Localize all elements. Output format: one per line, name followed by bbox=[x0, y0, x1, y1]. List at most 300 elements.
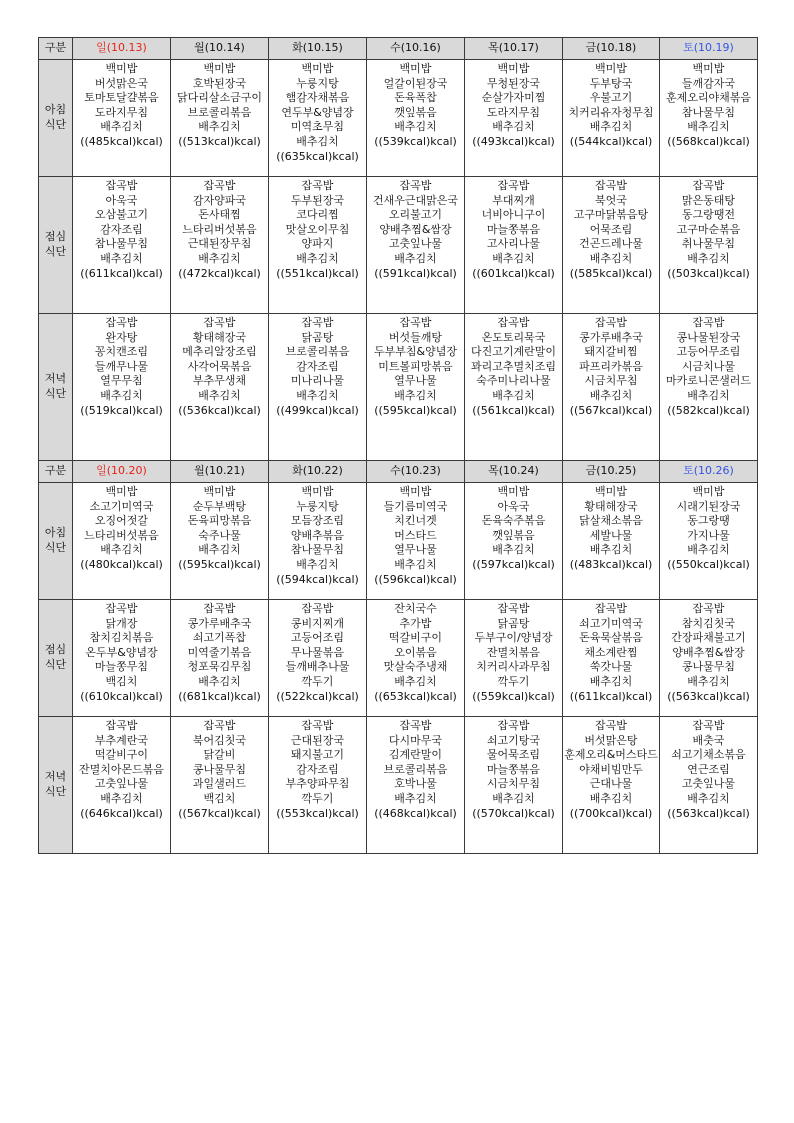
menu-item: 백미밥 bbox=[399, 62, 432, 75]
menu-item: 백미밥 bbox=[203, 485, 236, 498]
menu-item: 잡곡밥 bbox=[595, 316, 627, 329]
menu-item: 토마토달걀볶음 bbox=[84, 91, 159, 105]
dinner-label bbox=[39, 314, 73, 461]
calorie-text: ((480kcal)kcal) bbox=[80, 557, 163, 571]
menu-item: 김계란말이 bbox=[388, 748, 443, 762]
calorie-text: ((485kcal)kcal) bbox=[80, 134, 163, 148]
lunch-label bbox=[39, 600, 73, 717]
menu-item: 브로콜리볶음 bbox=[383, 762, 448, 776]
calorie-text: ((536kcal)kcal) bbox=[178, 403, 261, 417]
menu-item: 배추김치 bbox=[589, 674, 633, 688]
menu-cell bbox=[269, 483, 367, 600]
meal-label-line: 식단 bbox=[44, 387, 67, 400]
menu-item: 쇠고기미역국 bbox=[579, 616, 643, 630]
calorie-text: ((611kcal)kcal) bbox=[80, 266, 163, 280]
menu-item: 백미밥 bbox=[301, 62, 334, 75]
menu-item: 배추김치 bbox=[589, 791, 633, 805]
menu-item: 참나물무침 bbox=[681, 105, 736, 119]
menu-item: 잡곡밥 bbox=[399, 316, 432, 329]
menu-item: 어묵조림 bbox=[589, 222, 633, 236]
day-header bbox=[660, 461, 758, 483]
menu-item: 콩나물된장국 bbox=[676, 330, 741, 344]
menu-item: 물어묵조림 bbox=[486, 748, 541, 762]
menu-item: 청포묵김무침 bbox=[187, 660, 252, 674]
calorie-text: ((611kcal)kcal) bbox=[569, 689, 653, 703]
menu-item: 오삼불고기 bbox=[94, 208, 149, 222]
menu-item: 잡곡밥 bbox=[301, 602, 334, 615]
menu-item: 깻잎볶음 bbox=[492, 528, 535, 542]
menu-item: 도라지무침 bbox=[486, 105, 541, 119]
day-label: 화(10.22) bbox=[292, 464, 343, 478]
menu-item: 맛살숙주냉채 bbox=[383, 660, 448, 674]
menu-table-body bbox=[39, 38, 758, 854]
menu-cell bbox=[660, 717, 758, 854]
menu-cell bbox=[563, 60, 660, 177]
menu-item: 부추계란국 bbox=[94, 733, 149, 747]
menu-cell bbox=[563, 314, 660, 461]
menu-item: 백미밥 bbox=[692, 62, 725, 75]
day-label: 월(10.21) bbox=[194, 464, 245, 478]
menu-item: 배추김치 bbox=[296, 134, 339, 148]
menu-cell bbox=[367, 177, 465, 314]
menu-item: 감자조림 bbox=[100, 222, 143, 236]
menu-item: 열무나물 bbox=[394, 543, 437, 557]
menu-item: 근대된장국 bbox=[290, 733, 345, 747]
calorie-text: ((568kcal)kcal) bbox=[667, 134, 750, 148]
calorie-text: ((559kcal)kcal) bbox=[472, 689, 555, 703]
calorie-text: ((522kcal)kcal) bbox=[276, 689, 359, 703]
menu-item: 느타리버섯볶음 bbox=[182, 222, 257, 236]
meal-label-line: 식단 bbox=[44, 658, 67, 671]
day-header bbox=[269, 38, 367, 60]
menu-item: 잔치국수 bbox=[394, 602, 437, 615]
menu-item: 고춧잎나물 bbox=[681, 777, 736, 791]
menu-item: 잡곡밥 bbox=[203, 179, 236, 192]
calorie-text: ((595kcal)kcal) bbox=[178, 557, 261, 571]
menu-item: 미나리나물 bbox=[290, 374, 345, 388]
menu-cell bbox=[563, 483, 660, 600]
menu-item: 숙주나물 bbox=[198, 528, 241, 542]
menu-item: 잡곡밥 bbox=[105, 316, 138, 329]
menu-cell bbox=[465, 600, 563, 717]
menu-item: 감자양파국 bbox=[192, 193, 247, 207]
menu-item: 잡곡밥 bbox=[203, 316, 236, 329]
menu-item: 오리불고기 bbox=[388, 208, 443, 222]
weekly-menu-table bbox=[38, 37, 758, 854]
calorie-text: ((499kcal)kcal) bbox=[276, 403, 359, 417]
menu-item: 닭개장 bbox=[105, 616, 138, 630]
menu-cell bbox=[367, 314, 465, 461]
menu-item: 온도토리묵국 bbox=[481, 330, 546, 344]
menu-item: 백미밥 bbox=[497, 485, 530, 498]
day-header bbox=[171, 38, 269, 60]
day-label: 금(10.25) bbox=[585, 464, 637, 478]
menu-cell bbox=[171, 717, 269, 854]
week-header-row bbox=[39, 461, 758, 483]
menu-item: 백김치 bbox=[203, 791, 236, 805]
menu-item: 돈육묵살볶음 bbox=[579, 631, 643, 645]
menu-item: 돼지불고기 bbox=[290, 748, 345, 762]
menu-item: 들깨배추나물 bbox=[285, 660, 350, 674]
menu-item: 쇠고기채소볶음 bbox=[671, 748, 746, 762]
menu-item: 모듬장조림 bbox=[290, 514, 345, 528]
menu-item: 훈제오리야채볶음 bbox=[665, 91, 751, 105]
menu-item: 배추김치 bbox=[589, 120, 633, 134]
menu-item: 백김치 bbox=[105, 674, 138, 688]
menu-item: 머스타드 bbox=[394, 528, 437, 542]
menu-item: 호박된장국 bbox=[192, 76, 247, 90]
menu-item: 백미밥 bbox=[301, 485, 334, 498]
menu-cell bbox=[367, 717, 465, 854]
menu-item: 연근조림 bbox=[687, 762, 730, 776]
menu-item: 참치김칫국 bbox=[681, 616, 736, 630]
menu-item: 배추김치 bbox=[589, 388, 633, 402]
menu-item: 얼갈이된장국 bbox=[383, 76, 448, 90]
menu-item: 채소계란찜 bbox=[584, 645, 638, 659]
menu-item: 백미밥 bbox=[692, 485, 725, 498]
calorie-text: ((570kcal)kcal) bbox=[472, 806, 555, 820]
menu-item: 브로콜리볶음 bbox=[187, 105, 252, 119]
menu-item: 마카로니콘샐러드 bbox=[665, 374, 751, 388]
menu-item: 배추김치 bbox=[394, 388, 437, 402]
calorie-text: ((468kcal)kcal) bbox=[374, 806, 457, 820]
menu-item: 배추김치 bbox=[100, 543, 143, 557]
menu-item: 무나물볶음 bbox=[290, 645, 345, 659]
menu-item: 추가밥 bbox=[399, 616, 432, 630]
menu-item: 깻잎볶음 bbox=[394, 105, 437, 119]
calorie-text: ((653kcal)kcal) bbox=[374, 689, 457, 703]
menu-item: 배추김치 bbox=[492, 791, 535, 805]
menu-cell bbox=[171, 314, 269, 461]
menu-item: 과일샐러드 bbox=[192, 777, 247, 791]
menu-item: 완자탕 bbox=[105, 330, 138, 344]
menu-item: 배추김치 bbox=[492, 120, 535, 134]
menu-item: 배추김치 bbox=[589, 251, 633, 265]
menu-item: 쑥갓나물 bbox=[589, 660, 633, 674]
menu-cell bbox=[171, 177, 269, 314]
calorie-text: ((635kcal)kcal) bbox=[276, 149, 359, 163]
calorie-text: ((544kcal)kcal) bbox=[569, 134, 653, 148]
menu-item: 닭곰탕 bbox=[301, 330, 334, 344]
menu-cell bbox=[660, 600, 758, 717]
menu-item: 잡곡밥 bbox=[399, 179, 432, 192]
calorie-text: ((503kcal)kcal) bbox=[667, 266, 750, 280]
menu-item: 잡곡밥 bbox=[399, 719, 432, 732]
breakfast-label bbox=[39, 60, 73, 177]
menu-item: 감자조림 bbox=[296, 762, 339, 776]
menu-item: 맑은동태탕 bbox=[681, 193, 736, 207]
calorie-text: ((601kcal)kcal) bbox=[472, 266, 555, 280]
menu-item: 들깨무나물 bbox=[94, 359, 149, 373]
menu-item: 훈제오리&머스타드 bbox=[564, 748, 658, 762]
menu-item: 동그랑땡 bbox=[687, 514, 730, 528]
breakfast-row bbox=[39, 60, 758, 177]
day-label: 금(10.18) bbox=[585, 41, 637, 55]
menu-item: 잡곡밥 bbox=[692, 179, 725, 192]
menu-item: 느타리버섯볶음 bbox=[84, 528, 159, 542]
menu-item: 배추김치 bbox=[296, 388, 339, 402]
menu-item: 고구마순볶음 bbox=[676, 222, 741, 236]
menu-item: 호박나물 bbox=[394, 777, 437, 791]
menu-cell bbox=[465, 60, 563, 177]
menu-cell bbox=[367, 600, 465, 717]
breakfast-row bbox=[39, 483, 758, 600]
menu-item: 부추무생채 bbox=[192, 374, 247, 388]
menu-cell bbox=[660, 177, 758, 314]
menu-cell bbox=[73, 600, 171, 717]
menu-cell bbox=[660, 60, 758, 177]
menu-item: 너비아니구이 bbox=[481, 208, 546, 222]
menu-cell bbox=[73, 483, 171, 600]
calorie-text: ((594kcal)kcal) bbox=[276, 572, 359, 586]
day-label: 일(10.20) bbox=[96, 464, 147, 478]
menu-item: 파프리카볶음 bbox=[579, 359, 643, 373]
meal-label-line: 점심 bbox=[44, 643, 67, 657]
meal-label-line: 저녁 bbox=[44, 770, 67, 784]
menu-item: 돼지갈비찜 bbox=[584, 345, 638, 359]
menu-item: 쇠고기폭찹 bbox=[192, 631, 247, 645]
day-header bbox=[660, 38, 758, 60]
menu-item: 두부된장국 bbox=[290, 193, 345, 207]
menu-item: 버섯맑은국 bbox=[94, 76, 149, 90]
meal-label-line: 식단 bbox=[44, 541, 67, 554]
menu-item: 꽁치캔조림 bbox=[94, 345, 149, 359]
menu-item: 열무무침 bbox=[100, 374, 143, 388]
calorie-text: ((561kcal)kcal) bbox=[472, 403, 555, 417]
day-label: 토(10.19) bbox=[683, 41, 734, 55]
menu-item: 배추김치 bbox=[687, 251, 730, 265]
menu-item: 배추김치 bbox=[492, 388, 535, 402]
menu-item: 돈사태찜 bbox=[198, 208, 241, 222]
menu-item: 돈육숙주볶음 bbox=[481, 514, 546, 528]
menu-cell bbox=[563, 600, 660, 717]
menu-item: 닭곰탕 bbox=[497, 616, 530, 630]
menu-item: 시금치무침 bbox=[584, 374, 638, 388]
day-label: 월(10.14) bbox=[194, 41, 245, 55]
day-label: 수(10.16) bbox=[390, 41, 441, 55]
calorie-text: ((550kcal)kcal) bbox=[667, 557, 750, 571]
menu-cell bbox=[465, 314, 563, 461]
menu-item: 양파지 bbox=[301, 237, 334, 251]
menu-item: 배추김치 bbox=[492, 251, 535, 265]
menu-item: 닭갈비 bbox=[203, 748, 236, 762]
menu-cell bbox=[73, 717, 171, 854]
calorie-text: ((597kcal)kcal) bbox=[472, 557, 555, 571]
menu-item: 북엇국 bbox=[595, 193, 627, 207]
calorie-text: ((551kcal)kcal) bbox=[276, 266, 359, 280]
menu-item: 순살가자미찜 bbox=[481, 91, 546, 105]
menu-item: 양배추볶음 bbox=[290, 528, 345, 542]
menu-item: 잡곡밥 bbox=[105, 602, 138, 615]
menu-item: 잡곡밥 bbox=[203, 719, 236, 732]
lunch-label bbox=[39, 177, 73, 314]
menu-cell bbox=[563, 177, 660, 314]
menu-item: 마늘쫑볶음 bbox=[486, 222, 541, 236]
calorie-text: ((553kcal)kcal) bbox=[276, 806, 359, 820]
menu-item: 배추김치 bbox=[100, 120, 143, 134]
menu-item: 잔멸치아몬드볶음 bbox=[78, 762, 164, 776]
menu-item: 잡곡밥 bbox=[595, 179, 627, 192]
menu-item: 닭다리살소금구이 bbox=[176, 91, 262, 105]
dinner-row bbox=[39, 717, 758, 854]
calorie-text: ((582kcal)kcal) bbox=[667, 403, 750, 417]
menu-cell bbox=[465, 717, 563, 854]
menu-item: 배추김치 bbox=[394, 120, 437, 134]
menu-item: 북어김칫국 bbox=[192, 733, 247, 747]
menu-item: 메추리알장조림 bbox=[182, 345, 257, 359]
menu-item: 배추김치 bbox=[198, 120, 241, 134]
menu-item: 잡곡밥 bbox=[105, 719, 138, 732]
menu-cell bbox=[171, 60, 269, 177]
menu-item: 잡곡밥 bbox=[692, 316, 725, 329]
menu-item: 취나물무침 bbox=[681, 237, 736, 251]
calorie-text: ((646kcal)kcal) bbox=[80, 806, 163, 820]
menu-cell bbox=[465, 483, 563, 600]
menu-cell bbox=[563, 717, 660, 854]
menu-item: 백미밥 bbox=[105, 62, 138, 75]
menu-item: 브로콜리볶음 bbox=[285, 345, 350, 359]
menu-item: 들기름미역국 bbox=[383, 499, 448, 513]
menu-cell bbox=[73, 60, 171, 177]
calorie-text: ((472kcal)kcal) bbox=[178, 266, 261, 280]
menu-item: 잡곡밥 bbox=[692, 719, 725, 732]
calorie-text: ((493kcal)kcal) bbox=[472, 134, 555, 148]
menu-item: 떡갈비구이 bbox=[388, 631, 443, 645]
menu-item: 부추양파무침 bbox=[285, 777, 350, 791]
meal-label-line: 식단 bbox=[44, 785, 67, 798]
menu-item: 소고기미역국 bbox=[89, 499, 154, 513]
menu-item: 양배추찜&쌈장 bbox=[379, 222, 452, 236]
meal-label-line: 아침 bbox=[44, 526, 67, 540]
menu-item: 잡곡밥 bbox=[595, 719, 627, 732]
menu-cell bbox=[269, 314, 367, 461]
day-label: 화(10.15) bbox=[292, 41, 343, 55]
menu-cell bbox=[367, 483, 465, 600]
menu-item: 아욱국 bbox=[497, 499, 530, 513]
menu-item: 참나물무침 bbox=[290, 543, 345, 557]
menu-item: 잡곡밥 bbox=[497, 719, 530, 732]
menu-item: 배추김치 bbox=[394, 791, 437, 805]
menu-item: 백미밥 bbox=[203, 62, 236, 75]
menu-item: 고춧잎나물 bbox=[388, 237, 443, 251]
menu-item: 잡곡밥 bbox=[595, 602, 627, 615]
week-header-row bbox=[39, 38, 758, 60]
calorie-text: ((513kcal)kcal) bbox=[178, 134, 261, 148]
menu-item: 도라지무침 bbox=[94, 105, 149, 119]
menu-item: 배추김치 bbox=[198, 251, 241, 265]
menu-item: 치커리사과무침 bbox=[476, 660, 551, 674]
menu-item: 치킨너겟 bbox=[394, 514, 437, 528]
menu-item: 배추김치 bbox=[394, 251, 437, 265]
calorie-text: ((563kcal)kcal) bbox=[667, 806, 750, 820]
menu-cell bbox=[171, 483, 269, 600]
menu-item: 시금치나물 bbox=[681, 359, 736, 373]
menu-item: 쇠고기탕국 bbox=[486, 733, 541, 747]
day-header bbox=[465, 38, 563, 60]
menu-item: 배추김치 bbox=[687, 543, 730, 557]
menu-cell bbox=[269, 600, 367, 717]
menu-item: 잡곡밥 bbox=[301, 179, 334, 192]
menu-item: 양배추찜&쌈장 bbox=[672, 645, 745, 659]
menu-item: 건새우근대맑은국 bbox=[372, 193, 458, 207]
menu-cell bbox=[73, 177, 171, 314]
menu-item: 근대나물 bbox=[589, 777, 633, 791]
menu-item: 배추김치 bbox=[296, 557, 339, 571]
menu-cell bbox=[73, 314, 171, 461]
menu-item: 돈육피망볶음 bbox=[187, 514, 252, 528]
meal-label-line: 점심 bbox=[44, 230, 67, 244]
menu-item: 무청된장국 bbox=[486, 76, 541, 90]
menu-item: 배추김치 bbox=[198, 543, 241, 557]
dinner-row bbox=[39, 314, 758, 461]
day-header bbox=[563, 38, 660, 60]
menu-item: 고춧잎나물 bbox=[94, 777, 149, 791]
menu-item: 시래기된장국 bbox=[676, 499, 741, 513]
calorie-text: ((567kcal)kcal) bbox=[569, 403, 653, 417]
menu-item: 배추김치 bbox=[394, 557, 437, 571]
menu-item: 세발나물 bbox=[589, 528, 633, 542]
menu-item: 들깨감자국 bbox=[681, 76, 736, 90]
category-header: 구분 bbox=[39, 38, 73, 60]
calorie-text: ((567kcal)kcal) bbox=[178, 806, 261, 820]
menu-item: 동그랑땡전 bbox=[681, 208, 736, 222]
menu-item: 맛살오이무침 bbox=[285, 222, 350, 236]
menu-item: 콩나물무침 bbox=[192, 762, 247, 776]
day-label: 수(10.23) bbox=[390, 464, 441, 478]
menu-item: 배춧국 bbox=[692, 733, 725, 747]
menu-item: 콩비지찌개 bbox=[290, 616, 345, 630]
menu-item: 연두부&양념장 bbox=[281, 105, 354, 119]
calorie-text: ((591kcal)kcal) bbox=[374, 266, 457, 280]
menu-cell bbox=[465, 177, 563, 314]
menu-item: 미역줄기볶음 bbox=[187, 645, 252, 659]
menu-item: 콩가루배추국 bbox=[579, 330, 643, 344]
dinner-label bbox=[39, 717, 73, 854]
menu-item: 햄감자채볶음 bbox=[285, 91, 350, 105]
calorie-text: ((681kcal)kcal) bbox=[178, 689, 261, 703]
menu-cell bbox=[269, 717, 367, 854]
menu-cell bbox=[171, 600, 269, 717]
menu-item: 감자조림 bbox=[296, 359, 339, 373]
menu-item: 버섯맑은탕 bbox=[584, 733, 638, 747]
menu-item: 백미밥 bbox=[595, 485, 627, 498]
menu-item: 누룽지탕 bbox=[296, 499, 339, 513]
menu-item: 고사리나물 bbox=[486, 237, 541, 251]
menu-item: 닭살채소볶음 bbox=[579, 514, 643, 528]
menu-item: 두부탕국 bbox=[589, 76, 633, 90]
day-header bbox=[73, 461, 171, 483]
menu-item: 고구마닭볶음탕 bbox=[573, 208, 649, 222]
day-header bbox=[269, 461, 367, 483]
menu-item: 고등어무조림 bbox=[676, 345, 741, 359]
day-header bbox=[367, 38, 465, 60]
menu-item: 마늘쫑볶음 bbox=[486, 762, 541, 776]
menu-item: 가지나물 bbox=[687, 528, 730, 542]
menu-item: 미역초무침 bbox=[290, 120, 345, 134]
menu-item: 콩가루배추국 bbox=[187, 616, 252, 630]
menu-item: 마늘쫑무침 bbox=[94, 660, 149, 674]
menu-item: 배추김치 bbox=[198, 388, 241, 402]
menu-item: 배추김치 bbox=[687, 674, 730, 688]
menu-item: 잡곡밥 bbox=[497, 316, 530, 329]
menu-item: 참나물무침 bbox=[94, 237, 149, 251]
menu-item: 황태해장국 bbox=[584, 499, 638, 513]
menu-item: 다시마무국 bbox=[388, 733, 443, 747]
menu-cell bbox=[367, 60, 465, 177]
meal-label-line: 저녁 bbox=[44, 372, 67, 386]
menu-item: 잡곡밥 bbox=[105, 179, 138, 192]
day-header bbox=[367, 461, 465, 483]
